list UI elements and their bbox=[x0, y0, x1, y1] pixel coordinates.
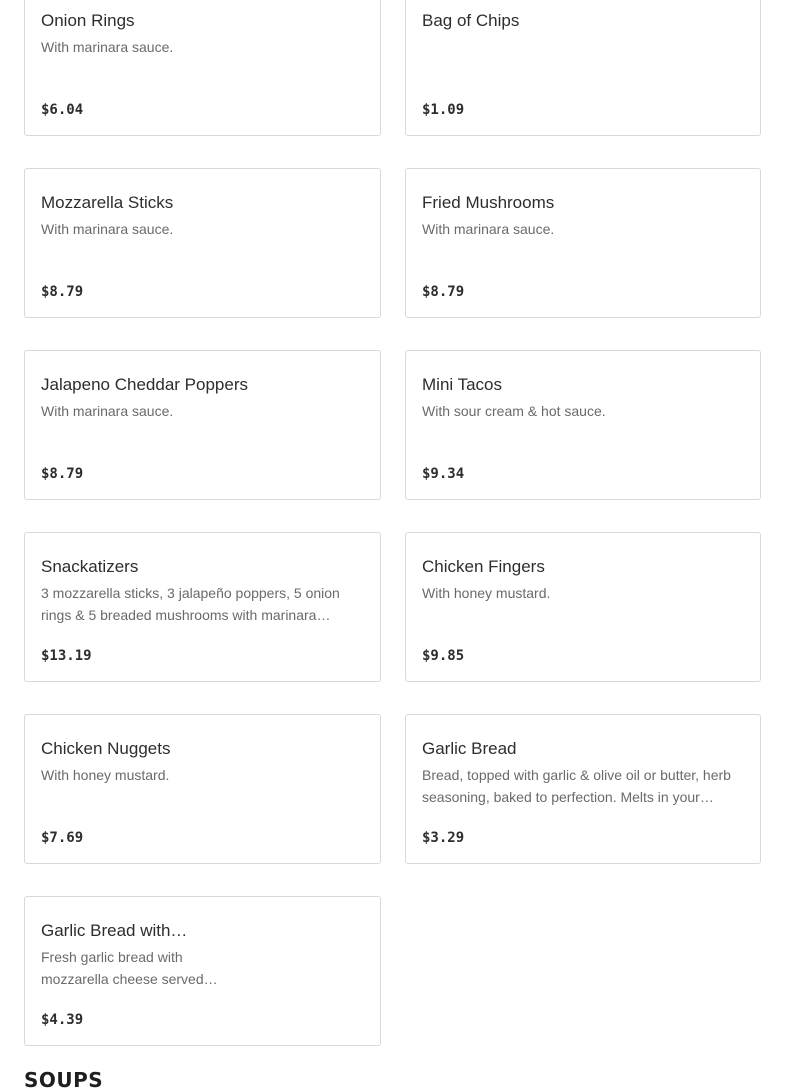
menu-item-name: Onion Rings bbox=[41, 11, 135, 30]
menu-item-name: Bag of Chips bbox=[422, 11, 520, 30]
menu-item-price: $9.34 bbox=[422, 466, 465, 482]
menu-item-price: $6.04 bbox=[41, 102, 84, 118]
menu-item-name: Fried Mushrooms bbox=[422, 193, 555, 212]
menu-item-card[interactable] bbox=[405, 532, 761, 682]
menu-item-description: Fresh garlic bread with mozzarella cheese served… bbox=[41, 949, 218, 987]
menu-item-card[interactable] bbox=[24, 532, 381, 682]
menu-item-card[interactable] bbox=[24, 896, 381, 1046]
menu-item-name: Chicken Fingers bbox=[422, 557, 545, 576]
menu-item-description: With sour cream & hot sauce. bbox=[422, 403, 606, 419]
menu-item-name: Snackatizers bbox=[41, 557, 139, 576]
menu-item-name: Jalapeno Cheddar Poppers bbox=[41, 375, 248, 394]
menu-item-price: $7.69 bbox=[41, 830, 84, 846]
section-heading-soups: SOUPS bbox=[24, 1068, 104, 1092]
menu-item-price: $3.29 bbox=[422, 830, 465, 846]
menu-item-price: $8.79 bbox=[41, 466, 84, 482]
menu-item-price: $1.09 bbox=[422, 102, 465, 118]
menu-item-card[interactable] bbox=[405, 168, 761, 318]
menu-item-card[interactable] bbox=[24, 350, 381, 500]
menu-item-name: Mozzarella Sticks bbox=[41, 193, 174, 212]
menu-item-description: With honey mustard. bbox=[41, 767, 170, 783]
menu-item-description: With marinara sauce. bbox=[422, 221, 555, 237]
menu-item-card[interactable] bbox=[405, 350, 761, 500]
menu-item-card[interactable] bbox=[24, 714, 381, 864]
menu-item-price: $8.79 bbox=[422, 284, 465, 300]
menu-item-description: Bread, topped with garlic & olive oil or butter, herb seasoning, baked to perfection. Melts in your… bbox=[422, 767, 731, 805]
menu-item-name: Mini Tacos bbox=[422, 375, 502, 394]
menu-item-card[interactable] bbox=[24, 0, 381, 136]
menu-item-description: 3 mozzarella sticks, 3 jalapeño poppers, 5 onion rings & 5 breaded mushrooms with marinara… bbox=[41, 585, 340, 623]
menu-item-card[interactable] bbox=[24, 168, 381, 318]
menu-item-name: Garlic Bread bbox=[422, 739, 517, 758]
menu-item-price: $4.39 bbox=[41, 1012, 84, 1028]
menu-item-description: With marinara sauce. bbox=[41, 221, 174, 237]
menu-item-price: $9.85 bbox=[422, 648, 465, 664]
menu-item-name: Chicken Nuggets bbox=[41, 739, 171, 758]
menu-item-price: $13.19 bbox=[41, 648, 92, 664]
menu-items-grid bbox=[24, 0, 761, 1046]
menu-item-card[interactable] bbox=[405, 0, 761, 136]
menu-item-description: With marinara sauce. bbox=[41, 403, 174, 419]
menu-item-description: With marinara sauce. bbox=[41, 39, 174, 55]
menu-item-price: $8.79 bbox=[41, 284, 84, 300]
menu-item-description: With honey mustard. bbox=[422, 585, 551, 601]
menu-item-name: Garlic Bread with… bbox=[41, 921, 188, 940]
menu-item-card[interactable] bbox=[405, 714, 761, 864]
